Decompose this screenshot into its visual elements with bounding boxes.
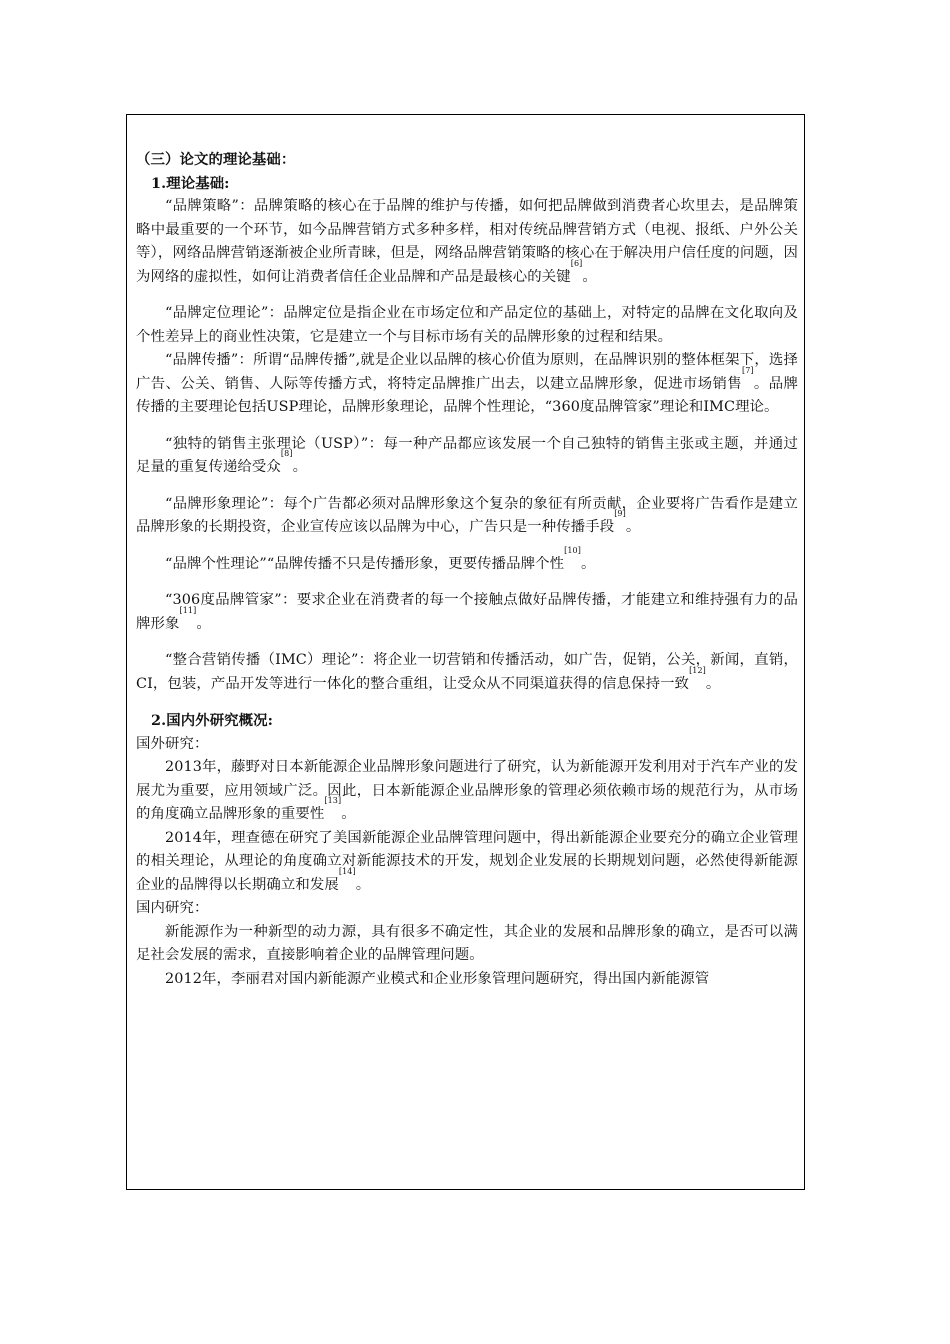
- citation: [14]: [338, 866, 356, 876]
- paragraph-text: “品牌形象理论”：每个广告都必须对品牌形象这个复杂的象征有所贡献，企业要将广告看作是建立品牌形象的长期投资，企业宣传应该以品牌为中心，广告只是一种传播手段: [136, 495, 798, 535]
- citation: [13]: [324, 796, 342, 805]
- paragraph-text: “品牌策略”：品牌策略的核心在于品牌的维护与传播，如何把品牌做到消费者心坎里去，是品牌策略中最重要的一个环节，如今品牌营销方式多种多样，相对传统品牌营销方式（电视、报纸、户外公关等），网络品牌营销逐渐被企业所青睐，但是，网络品牌营销策略的核心在于解决用户信任度的问题，因为网络的虚拟性，如何让消费者信任企业品牌和产品是最核心的关键: [136, 198, 798, 285]
- citation: [9]: [614, 509, 626, 518]
- paragraph-brand-communication: “品牌传播”：所谓“品牌传播”,就是企业以品牌的核心价值为原则，在品牌识别的整体框架下，选择广告、公关、销售、人际等传播方式，将特定品牌推广出去，以建立品牌形象，促进市场销售[7]。品牌传播的主要理论包括USP理论，品牌形象理论，品牌个性理论，“360度品牌管家”理论和IMC理论。: [136, 352, 798, 415]
- paragraph-imc: “整合营销传播（IMC）理论”：将企业一切营销和传播活动，如广告，促销，公关，新闻，直销，CI，包装，产品开发等进行一体化的整合重组，让受众从不同渠道获得的信息保持一致[12]。: [136, 652, 798, 692]
- paragraph-brand-strategy: “品牌策略”：品牌策略的核心在于品牌的维护与传播，如何把品牌做到消费者心坎里去，是品牌策略中最重要的一个环节，如今品牌营销方式多种多样，相对传统品牌营销方式（电视、报纸、户外公关等），网络品牌营销逐渐被企业所青睐，但是，网络品牌营销策略的核心在于解决用户信任度的问题，因为网络的虚拟性，如何让消费者信任企业品牌和产品是最核心的关键[6]。: [136, 198, 798, 285]
- citation: [6]: [570, 258, 583, 268]
- foreign-research-label: 国外研究：: [136, 735, 209, 752]
- paragraph-domestic-intro: [136, 921, 798, 968]
- paragraph-text: “306度品牌管家”：要求企业在消费者的每一个接触点做好品牌传播，才能建立和维持强有力的品牌形象: [136, 592, 798, 632]
- domestic-research-label: 国内研究：: [136, 900, 209, 916]
- paragraph-brand-positioning: [136, 302, 798, 349]
- paragraph-brand-personality: “品牌个性理论”“品牌传播不只是传播形象，更要传播品牌个性[10]。: [165, 545, 596, 572]
- paragraph-domestic-2012: [136, 968, 798, 992]
- paragraph-foreign-2014: 2014年，理查德在研究了美国新能源企业品牌管理问题中，得出新能源企业要充分的确立企业管理的相关理论，从理论的角度确立对新能源技术的开发，规划企业发展的长期规划问题，必然使得新能源企业的品牌得以长期确立和发展[14]。: [136, 829, 798, 893]
- paragraph-brand-image: “品牌形象理论”：每个广告都必须对品牌形象这个复杂的象征有所贡献，企业要将广告看作是建立品牌形象的长期投资，企业宣传应该以品牌为中心，广告只是一种传播手段[9]。: [136, 495, 798, 535]
- paragraph-usp: “独特的销售主张理论（USP）”：每一种产品都应该发展一个自己独特的销售主张或主题，并通过足量的重复传递给受众[8]。: [136, 435, 798, 475]
- section-heading: （三）论文的理论基础：: [136, 151, 296, 168]
- paragraph-text: 新能源作为一种新型的动力源，具有很多不确定性，其企业的发展和品牌形象的确立，是否可以满足社会发展的需求，直接影响着企业的品牌管理问题。: [136, 923, 798, 963]
- subsection-heading-research: 2.国内外研究概况:: [151, 712, 274, 729]
- paragraph-text: “品牌传播”：所谓“品牌传播”,就是企业以品牌的核心价值为原则，在品牌识别的整体框架下，选择广告、公关、销售、人际等传播方式，将特定品牌推广出去，以建立品牌形象，促进市场销售: [136, 352, 798, 392]
- page-frame: [126, 114, 805, 1190]
- document-body: [136, 148, 798, 991]
- paragraph-text: 2012年，李丽君对国内新能源产业模式和企业形象管理问题研究，得出国内新能源管: [165, 970, 710, 987]
- paragraph-brand-steward: “306度品牌管家”：要求企业在消费者的每一个接触点做好品牌传播，才能建立和维持强有力的品牌形象[11]。: [136, 592, 798, 632]
- citation: [12]: [689, 665, 706, 675]
- paragraph-text: “品牌个性理论”“品牌传播不只是传播形象，更要传播品牌个性: [165, 555, 565, 572]
- paragraph-text: “独特的销售主张理论（USP）”：每一种产品都应该发展一个自己独特的销售主张或主题，并通过足量的重复传递给受众: [136, 435, 798, 475]
- citation: [10]: [564, 545, 581, 555]
- paragraph-foreign-2013: 2013年，藤野对日本新能源企业品牌形象问题进行了研究，认为新能源开发利用对于汽车产业的发展尤为重要，应用领域广泛。因此，日本新能源企业品牌形象的管理必须依赖市场的规范行为，从市场的角度确立品牌形象的重要性[13]。: [136, 759, 798, 822]
- paragraph-text: “整合营销传播（IMC）理论”：将企业一切营销和传播活动，如广告，促销，公关，新闻，直销，CI，包装，产品开发等进行一体化的整合重组，让受众从不同渠道获得的信息保持一致: [136, 652, 798, 692]
- citation: [11]: [179, 605, 197, 615]
- paragraph-text: 2013年，藤野对日本新能源企业品牌形象问题进行了研究，认为新能源开发利用对于汽车产业的发展尤为重要，应用领域广泛。因此，日本新能源企业品牌形象的管理必须依赖市场的规范行为，从市场的角度确立品牌形象的重要性: [136, 759, 798, 822]
- subsection-heading-theory: 1.理论基础:: [151, 174, 230, 192]
- citation: [7]: [742, 365, 754, 375]
- paragraph-text: 2014年，理查德在研究了美国新能源企业品牌管理问题中，得出新能源企业要充分的确立企业管理的相关理论，从理论的角度确立对新能源技术的开发，规划企业发展的长期规划问题，必然使得新能源企业的品牌得以长期确立和发展: [136, 829, 798, 893]
- citation: [8]: [280, 449, 293, 458]
- paragraph-text: “品牌定位理论”：品牌定位是指企业在市场定位和产品定位的基础上，对特定的品牌在文化取向及个性差异上的商业性决策，它是建立一个与目标市场有关的品牌形象的过程和结果。: [136, 305, 798, 345]
